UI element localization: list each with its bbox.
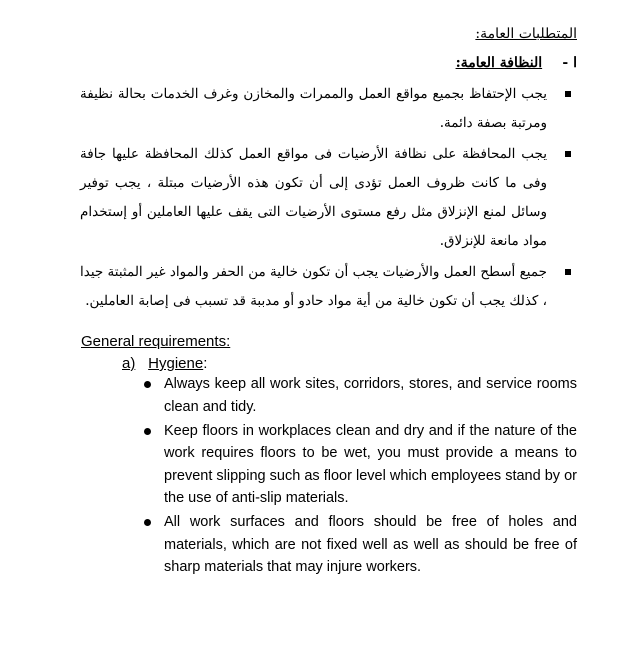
english-subsection-letter: a) <box>122 355 136 372</box>
english-item-text: Always keep all work sites, corridors, stores, and service rooms clean and tidy. <box>164 376 577 415</box>
arabic-subsection-heading <box>456 55 577 71</box>
english-subsection-colon: : <box>203 355 208 372</box>
arabic-list-item <box>80 258 577 316</box>
english-subsection-heading <box>122 355 207 372</box>
arabic-item-text: يجب الإحتفاظ بجميع مواقع العمل والممرات والمخازن وغرف الخدمات بحالة نظيفة ومرتبة بصفة دائمة. <box>80 86 547 131</box>
arabic-list-item <box>80 140 577 256</box>
english-list-item <box>139 373 577 418</box>
arabic-item-text: يجب المحافظة على نظافة الأرضيات فى مواقع العمل كذلك المحافظة عليها جافة وفى ما كانت ظروف العمل تؤدى إلى أن تكون هذه الأرضيات مبتلة ، يجب توفير وسائل لمنع الإنزلاق مثل رفع مستوى الأرضيات التى يقف عليها العاملين أو إستخدام مواد مانعة للإنزلاق. <box>80 146 547 249</box>
arabic-list-item <box>80 80 577 138</box>
english-subsection-title: Hygiene <box>148 355 204 372</box>
square-bullet-icon <box>565 269 571 275</box>
english-section-title: General requirements: <box>81 333 231 350</box>
arabic-item-text: جميع أسطح العمل والأرضيات يجب أن تكون خالية من الحفر والمواد غير المثبتة جيدا ، كذلك يجب أن تكون خالية من أية مواد حادو أو مدببة قد تسبب فى إصابة العاملين. <box>80 264 547 309</box>
english-bullet-list <box>139 373 577 579</box>
english-list-item <box>139 511 577 579</box>
arabic-subsection-number: ا - <box>562 55 577 71</box>
round-bullet-icon <box>144 381 151 388</box>
round-bullet-icon <box>144 519 151 526</box>
arabic-section-title: المتطلبات العامة: <box>475 26 577 42</box>
arabic-subsection-title: النظافة العامة: <box>455 55 543 71</box>
english-item-text: Keep floors in workplaces clean and dry and if the nature of the work requires floors to be wet, you must provide a means to prevent slipping such as floor level which employees stand by or the use of anti-slip materials. <box>164 422 577 506</box>
square-bullet-icon <box>565 91 571 97</box>
round-bullet-icon <box>144 428 151 435</box>
english-list-item <box>139 420 577 510</box>
square-bullet-icon <box>565 151 571 157</box>
arabic-bullet-list <box>80 80 577 316</box>
english-item-text: All work surfaces and floors should be free of holes and materials, which are not fixed well as well as should be free of sharp materials that may injure workers. <box>164 514 577 575</box>
